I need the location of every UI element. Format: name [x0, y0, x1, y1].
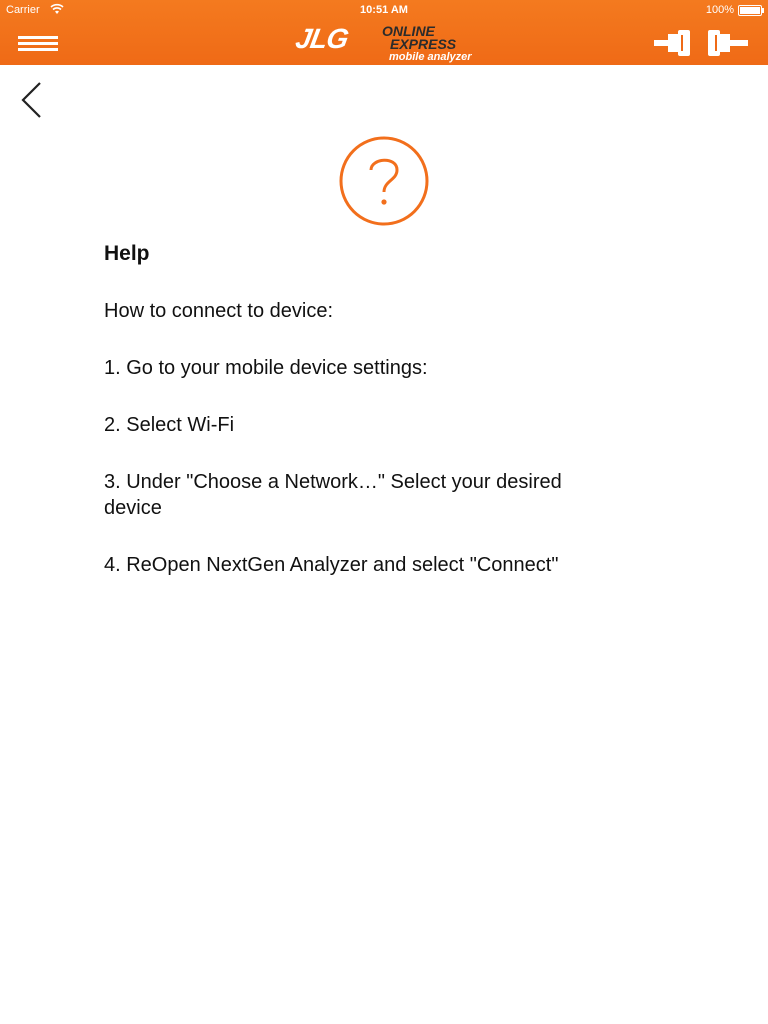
help-step-3: 3. Under "Choose a Network…" Select your desired device — [104, 471, 562, 519]
logo-line2: EXPRESS — [390, 36, 457, 52]
help-step-1: 1. Go to your mobile device settings: — [104, 357, 428, 379]
logo-brand: JLG — [293, 23, 351, 54]
hamburger-icon-bar — [18, 48, 58, 51]
help-content — [104, 240, 644, 576]
menu-button[interactable] — [18, 36, 58, 52]
logo-sub: mobile analyzer — [389, 51, 472, 63]
back-button[interactable] — [18, 80, 48, 120]
hamburger-icon — [18, 36, 58, 39]
chevron-left-icon — [23, 83, 40, 117]
question-circle-icon — [339, 136, 429, 226]
help-title: Help — [104, 242, 150, 265]
jlg-logo — [293, 23, 476, 64]
battery-percent: 100% — [705, 4, 734, 16]
help-step-2: 2. Select Wi-Fi — [104, 414, 235, 436]
hamburger-icon-bar — [18, 42, 58, 45]
battery-icon — [738, 5, 762, 16]
status-time: 10:51 AM — [360, 4, 408, 16]
logo-line1: ONLINE — [382, 23, 435, 39]
connector-plug-icon[interactable] — [654, 30, 748, 56]
carrier-label: Carrier — [6, 4, 40, 16]
help-step-4: 4. ReOpen NextGen Analyzer and select "Connect" — [104, 554, 559, 576]
status-bar — [0, 0, 768, 20]
help-intro: How to connect to device: — [104, 300, 334, 322]
top-bar — [0, 0, 768, 65]
